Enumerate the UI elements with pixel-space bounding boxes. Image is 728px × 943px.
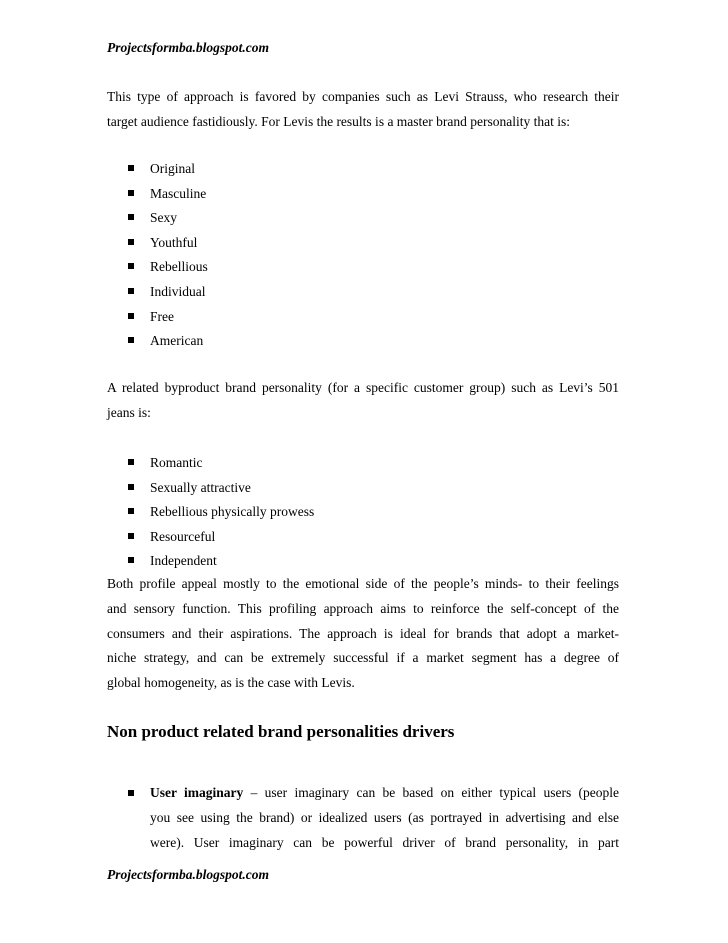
list-item: Youthful [128, 231, 208, 256]
square-bullet-icon [128, 214, 134, 220]
user-imaginary-line: you see using the brand) or idealized users (as portrayed in advertising and else [150, 809, 619, 825]
master-traits-list [128, 157, 208, 354]
user-imaginary-item [128, 781, 619, 855]
list-item: Rebellious physically prowess [128, 500, 314, 525]
square-bullet-icon [128, 484, 134, 490]
square-bullet-icon [128, 508, 134, 514]
user-imaginary-line: were). User imaginary can be powerful driver of brand personality, in part [150, 834, 619, 850]
square-bullet-icon [128, 288, 134, 294]
byproduct-line: A related byproduct brand personality (for a specific customer group) such as Levi’s 501 [107, 380, 619, 395]
intro-paragraph [107, 85, 619, 135]
profile-line: global homogeneity, as is the case with Levis. [107, 675, 355, 691]
list-item: Resourceful [128, 525, 314, 550]
list-item: Romantic [128, 451, 314, 476]
square-bullet-icon [128, 239, 134, 245]
profile-line: and sensory function. This profiling approach aims to reinforce the self-concept of the [107, 600, 619, 616]
list-item: Individual [128, 280, 208, 305]
square-bullet-icon [128, 190, 134, 196]
profile-line: niche strategy, and can be extremely successful if a market segment has a degree of [107, 650, 619, 666]
square-bullet-icon [128, 263, 134, 269]
page-footer: Projectsformba.blogspot.com [107, 867, 269, 882]
user-imaginary-term: User imaginary [150, 785, 244, 800]
list-item: Free [128, 305, 208, 330]
square-bullet-icon [128, 459, 134, 465]
byproduct-paragraph [107, 376, 619, 426]
list-item: Rebellious [128, 255, 208, 280]
byproduct-traits-list [128, 451, 314, 574]
square-bullet-icon [128, 165, 134, 171]
profile-line: Both profile appeal mostly to the emotional side of the people’s minds- to their feelings [107, 576, 619, 591]
list-item: Sexually attractive [128, 476, 314, 501]
profile-paragraph [107, 572, 619, 696]
list-item: Sexy [128, 206, 208, 231]
list-item: American [128, 329, 208, 354]
list-item: Original [128, 157, 208, 182]
square-bullet-icon [128, 790, 134, 796]
square-bullet-icon [128, 557, 134, 563]
list-item: Masculine [128, 182, 208, 207]
list-item: Independent [128, 549, 314, 574]
intro-line: target audience fastidiously. For Levis the results is a master brand personality that is: [107, 113, 571, 129]
intro-line: This type of approach is favored by companies such as Levi Strauss, who research their [107, 89, 619, 104]
square-bullet-icon [128, 533, 134, 539]
byproduct-line: jeans is: [107, 404, 151, 420]
user-imaginary-line: User imaginary – user imaginary can be based on either typical users (people [150, 785, 619, 800]
square-bullet-icon [128, 313, 134, 319]
section-heading: Non product related brand personalities drivers [107, 722, 455, 741]
profile-line: consumers and their aspirations. The approach is ideal for brands that adopt a market- [107, 625, 619, 641]
page-header: Projectsformba.blogspot.com [107, 40, 269, 55]
square-bullet-icon [128, 337, 134, 343]
